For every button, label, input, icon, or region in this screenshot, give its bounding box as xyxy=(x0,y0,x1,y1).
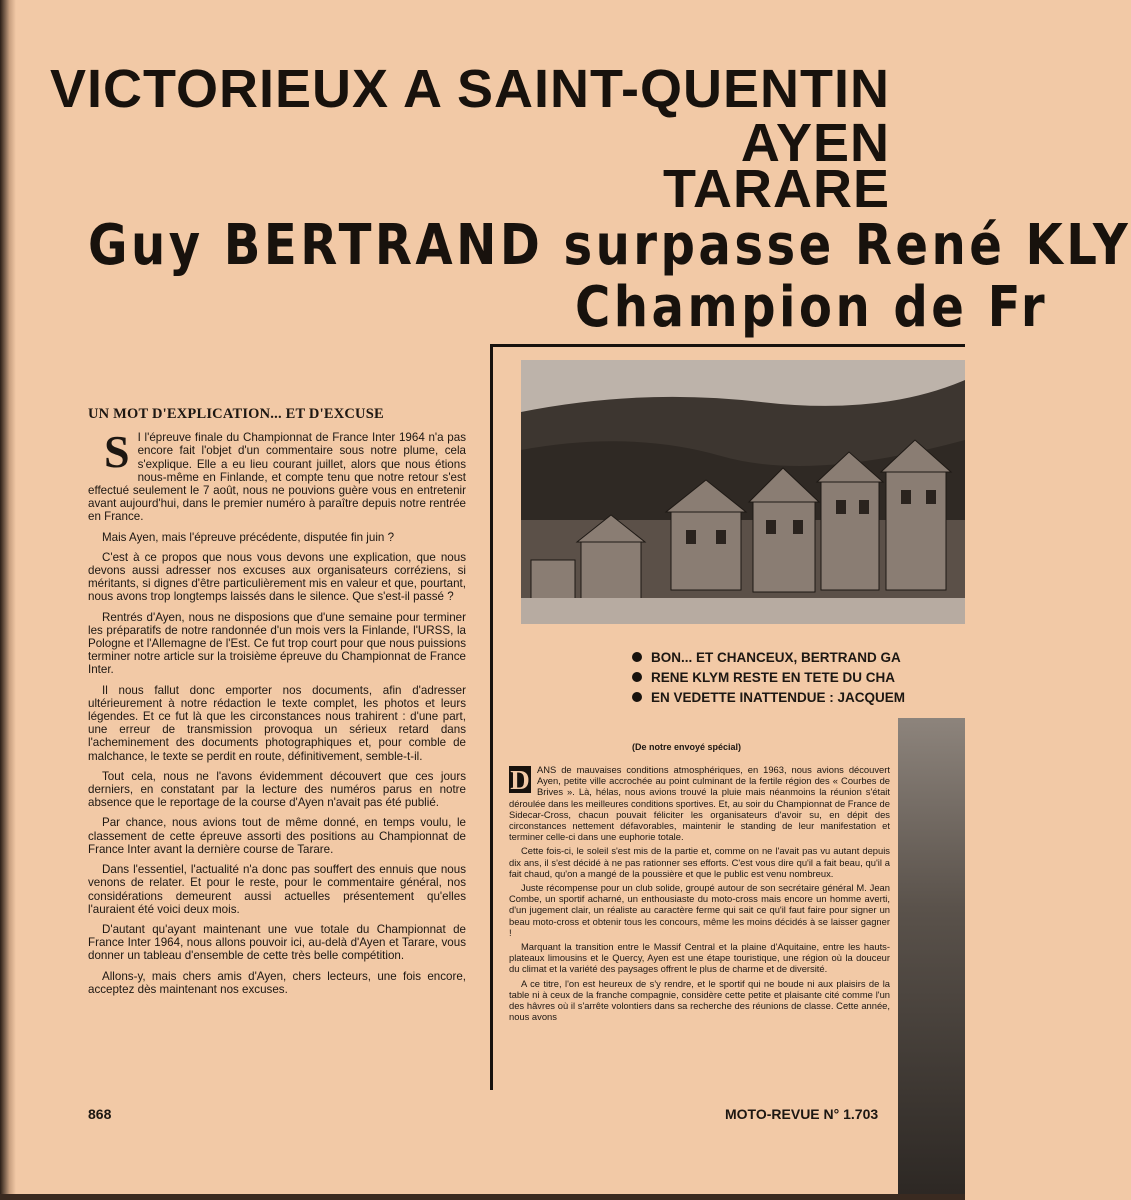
highlights-list xyxy=(632,648,965,708)
left-paragraph: D'autant qu'ayant maintenant une vue totale du Championnat de France Inter 1964, nous allons pouvoir ici, au-delà d'Ayen et Tarare, vous donner un tableau d'ensemble de cette très belle compétition. xyxy=(88,922,466,963)
bullet-dot-icon xyxy=(632,652,642,662)
left-subhead: UN MOT D'EXPLICATION... ET D'EXCUSE xyxy=(88,406,384,422)
right-paragraph-text: ANS de mauvaises conditions atmosphériques, en 1963, nous avions découvert Ayen, petite ville accrochée au point culminant de la fertile région des « Courbes de Brives ». Là, hélas, nous avions trouvé la pluie mais néanmoins la réunion s'était déroulée dans les meilleures conditions sportives. Et, au soir du Championnat de France de Sidecar-Cross, chacun pouvait féliciter les organisateurs d'avoir su, en dépit des circonstances nettement défavorables, maintenir le standing de leur manifestation et terminer celle-ci dans une euphorie totale. xyxy=(509,764,890,843)
headline-line-3: TARARE xyxy=(663,159,890,219)
left-paragraph-text: I l'épreuve finale du Championnat de France Inter 1964 n'a pas encore fait l'objet d'un commentaire sous notre plume, cela s'explique. Elle a eu lieu courant juillet, alors que nous étions nous-même en Finlande, et compte tenu que notre retour s'est effectué seulement le 7 août, nous ne pouvions guère vous en entretenir avant aujourd'hui, dans le premier numéro à paraître depuis notre rentrée en France. xyxy=(88,431,466,524)
left-paragraph: C'est à ce propos que nous vous devons une explication, que nous devons aussi adresser nos excuses aux organisateurs corréziens, si méritants, si dignes d'être particulièrement mis en valeur et que, pourtant, nous avons trop longtemps laissés dans le silence. Que s'est-il passé ? xyxy=(88,550,466,604)
byline: (De notre envoyé spécial) xyxy=(632,742,742,752)
bullet-dot-icon xyxy=(632,692,642,702)
headline-line-4: Guy BERTRAND surpasse René KLY xyxy=(88,213,1131,278)
right-dropcap: D xyxy=(510,765,530,795)
right-paragraph: A ce titre, l'on est heureux de s'y rendre, et le sportif qui ne boude ni aux plaisirs de la table ni à ceux de la franche compagnie, considère cette petite et plaisante cité comme l'un des hâvres où il s'arrête volontiers dans sa recherche des réunions de classe. Cette année, nous avons xyxy=(509,977,890,1023)
headline-line-1: VICTORIEUX A SAINT-QUENTIN xyxy=(49,59,890,119)
left-paragraph: Mais Ayen, mais l'épreuve précédente, disputée fin juin ? xyxy=(102,530,395,544)
headline-line-2: AYEN xyxy=(740,113,890,173)
right-paragraph: Juste récompense pour un club solide, groupé autour de son secrétaire général M. Jean Combe, un sportif acharné, un enthousiaste du moto-cross mais encore un homme averti, d'un jugement clair, un réaliste au caractère ferme qui sait ce qu'il faut faire pour signer un beau moto-cross et obtenir tous les concours, même les moins décidés à se laisser gagner ! xyxy=(509,882,890,938)
page-binding-edge xyxy=(0,0,16,1200)
left-paragraph: Rentrés d'Ayen, nous ne disposions que d'une semaine pour terminer les préparatifs de notre randonnée d'un mois vers la Finlande, l'URSS, la Pologne et l'Allemagne de l'Est. Ce fut trop court pour que nous puissions terminer notre article sur la troisième épreuve du Championnat de France Inter. xyxy=(88,610,466,677)
left-paragraph: Par chance, nous avions tout de même donné, en temps voulu, le classement de cette épreuve assorti des positions au Championnat de France Inter avant la dernière course de Tarare. xyxy=(88,816,466,856)
left-paragraph: Dans l'essentiel, l'actualité n'a donc pas souffert des ennuis que nous venons de relater. Et pour le reste, pour le commentaire général, nos considérations demeurent aussi actuelles présentement qu'elles l'auraient été voici deux mois. xyxy=(88,863,466,916)
page-number: 868 xyxy=(88,1106,112,1122)
left-paragraph: Tout cela, nous ne l'avons évidemment découvert que ces jours derniers, en constatant par la lecture des numéros parus en notre absence que le reportage de la course d'Ayen n'avait pas été publié. xyxy=(88,769,466,810)
article-frame-left xyxy=(490,344,493,1090)
left-dropcap: S xyxy=(104,426,130,478)
page-bottom-edge xyxy=(0,1194,965,1200)
left-paragraph: Allons-y, mais chers amis d'Ayen, chers lecteurs, une fois encore, acceptez dès maintenant nos excuses. xyxy=(88,969,466,996)
bullet-dot-icon xyxy=(632,672,642,682)
right-paragraph: Cette fois-ci, le soleil s'est mis de la partie et, comme on ne l'avait pas vu autant depuis dix ans, il s'est décidé à ne pas rationner ses efforts. C'est vous dire qu'il a fait beau, qu'il a fait chaud, qu'on a mangé de la poussière et que le public est venu nombreux. xyxy=(509,845,890,879)
magazine-issue: MOTO-REVUE N° 1.703 xyxy=(725,1106,879,1122)
rider-photo-partial xyxy=(898,718,965,1194)
left-column xyxy=(88,408,466,1003)
article-frame-top xyxy=(490,344,965,347)
headline-line-5: Champion de Fr xyxy=(575,275,1049,340)
highlight-text: EN VEDETTE INATTENDUE : JACQUEM xyxy=(651,690,906,705)
highlight-item xyxy=(632,668,965,688)
right-paragraph: Marquant la transition entre le Massif Central et la plaine d'Aquitaine, entre les hauts-plateaux limousins et le Quercy, Ayen est une étape touristique, une région où la douceur du climat et la variété des paysages offrent le plus de charme et de diversité. xyxy=(509,941,890,975)
left-paragraph: Il nous fallut donc emporter nos documents, afin d'adresser ultérieurement à notre rédaction le texte complet, les photos et leurs légendes. Et ce fut là que les circonstances nous trahirent : d'une part, une erreur de transmission provoqua un sérieux retard dans l'acheminement des documents photographiques et, pour comble de malchance, le texte se perdit en route, définitivement, semble-t-il. xyxy=(88,683,466,763)
town-photo-image xyxy=(521,360,965,624)
highlight-item xyxy=(632,648,965,668)
highlight-text: RENE KLYM RESTE EN TETE DU CHA xyxy=(651,670,896,685)
right-column xyxy=(509,764,890,1025)
highlight-text: BON... ET CHANCEUX, BERTRAND GA xyxy=(651,650,901,665)
left-paragraph xyxy=(88,426,466,524)
town-photo xyxy=(521,360,965,624)
highlight-item xyxy=(632,688,965,708)
right-paragraph xyxy=(509,764,890,842)
